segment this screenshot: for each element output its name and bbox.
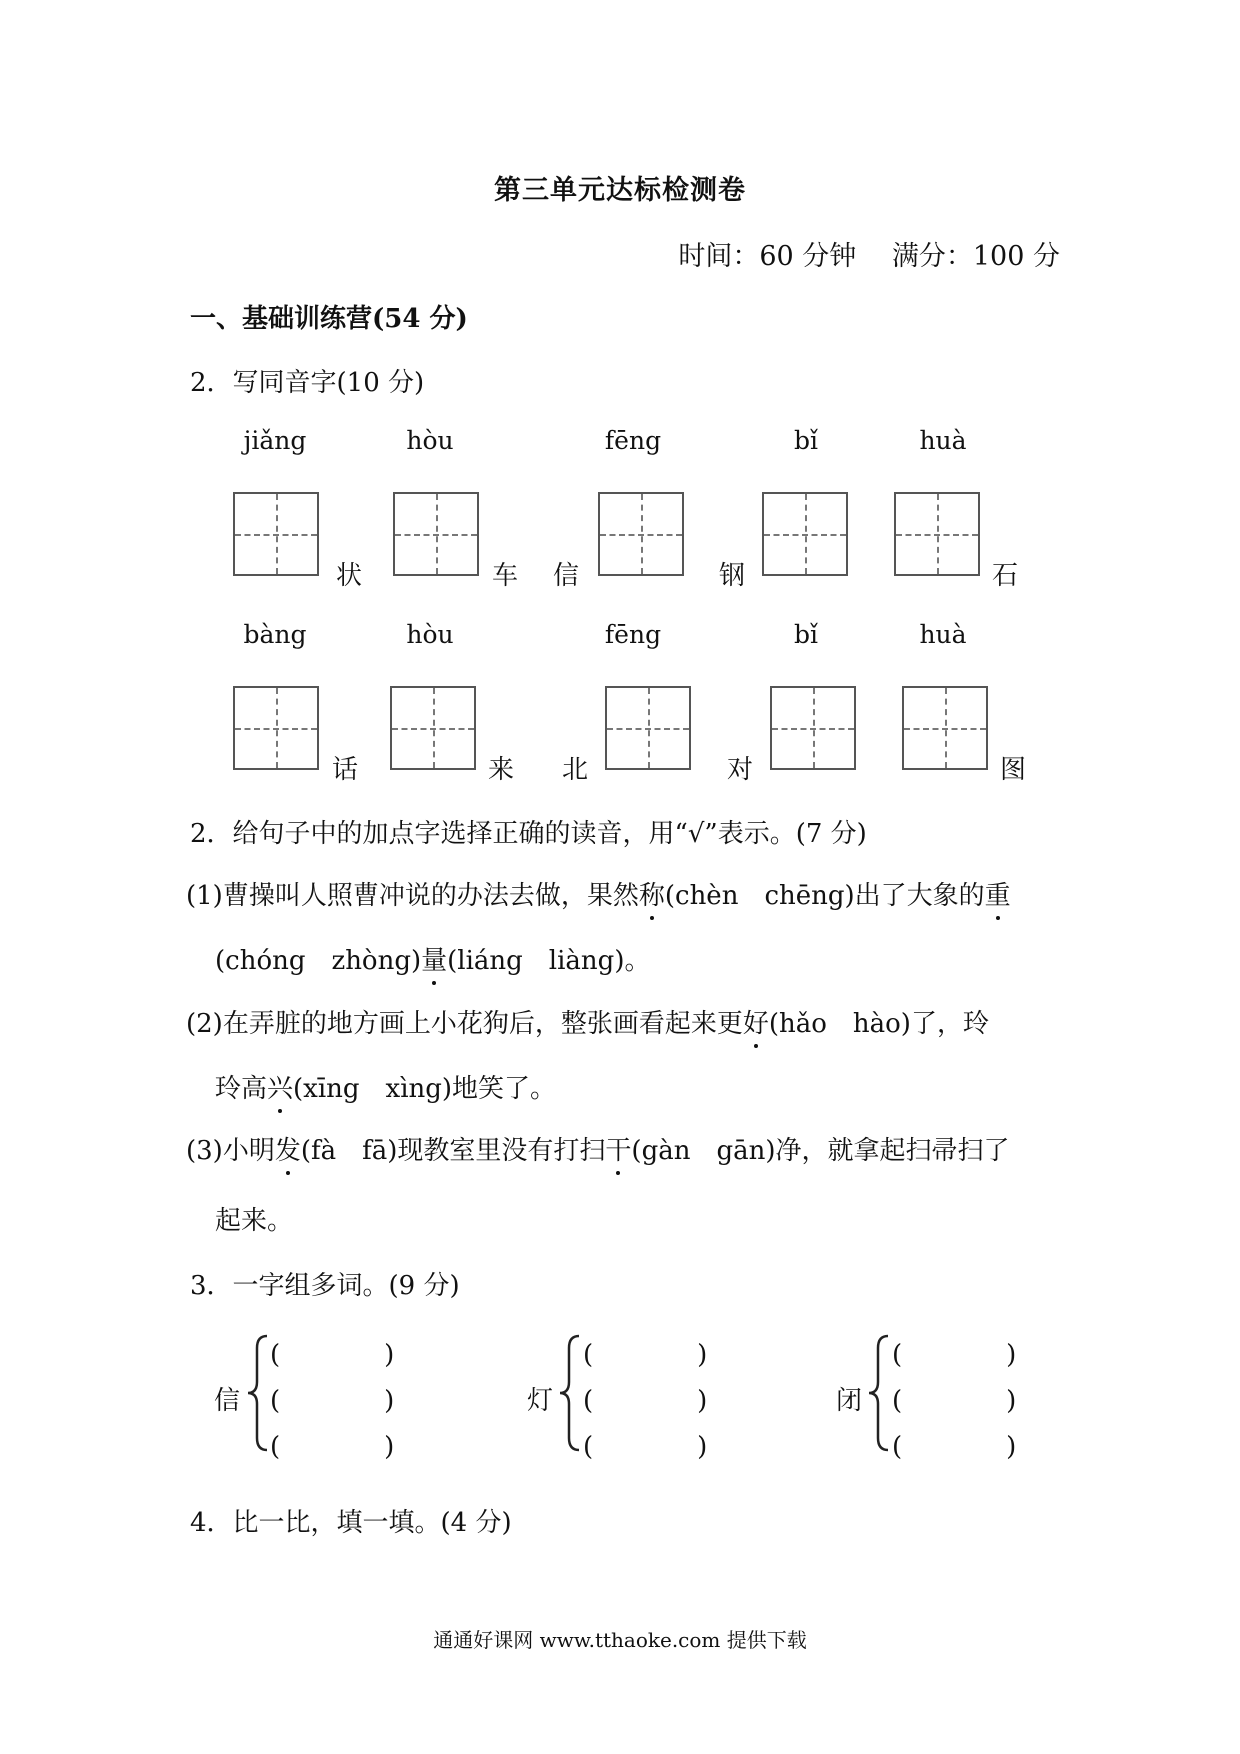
answer-blank[interactable]: ( ) [892,1340,1017,1370]
word-char: 北 [562,755,589,785]
dotted-char: 发 [275,1130,301,1167]
answer-blank[interactable]: ( ) [892,1432,1017,1462]
word-char: 状 [336,561,363,591]
pinyin: jiǎng [243,426,307,455]
left-brace-icon [866,1334,892,1452]
answer-blank[interactable]: ( ) [583,1340,708,1370]
word-char: 车 [492,561,519,591]
tianzige-box[interactable] [770,686,856,770]
dotted-char: 兴 [267,1068,293,1105]
tianzige-box[interactable] [233,492,319,576]
time-limit: 时间：60 分钟 [678,241,857,272]
word-char: 石 [992,561,1019,591]
sentence-2-line-1 [186,1003,989,1040]
group-char: 信 [214,1386,241,1416]
dotted-char: 重 [985,875,1011,912]
sentence-3-line-2: 起来。 [215,1206,294,1236]
page-title: 第三单元达标检测卷 [494,175,746,206]
pinyin: bǐ [794,620,818,649]
question-3-heading: 3．一字组多词。(9 分) [190,1271,460,1301]
pinyin: hòu [406,620,454,649]
tianzige-box[interactable] [598,492,684,576]
text: (gàn gān)净，就拿起扫帚扫了 [631,1136,1010,1166]
text: (xīng xìng)地笑了。 [293,1074,557,1104]
text: (liáng liàng)。 [447,946,651,976]
group-char: 灯 [527,1386,554,1416]
question-1-heading: 2．写同音字(10 分) [190,368,425,398]
text: (chèn chēng)出了大象的 [664,881,985,911]
pinyin: huà [919,426,967,455]
dotted-char: 称 [639,875,665,912]
word-char: 对 [727,755,754,785]
word-char: 图 [1000,755,1027,785]
tianzige-box[interactable] [605,686,691,770]
word-char: 来 [488,755,515,785]
text: (hǎo hào)了，玲 [768,1009,989,1039]
text: (2)在弄脏的地方画上小花狗后，整张画看起来更 [186,1009,743,1039]
dotted-char: 量 [421,940,447,977]
answer-blank[interactable]: ( ) [270,1340,395,1370]
full-score: 满分：100 分 [891,241,1060,272]
left-brace-icon [245,1334,271,1452]
tianzige-box[interactable] [894,492,980,576]
text: (chóng zhòng) [215,946,422,976]
tianzige-box[interactable] [762,492,848,576]
pinyin: hòu [406,426,454,455]
word-char: 话 [332,755,359,785]
text: (3)小明 [186,1136,275,1166]
text: (1)曹操叫人照曹冲说的办法去做，果然 [186,881,639,911]
pinyin: huà [919,620,967,649]
tianzige-box[interactable] [233,686,319,770]
answer-blank[interactable]: ( ) [270,1386,395,1416]
section-heading: 一、基础训练营(54 分) [190,304,468,334]
sentence-1-line-2 [215,940,650,977]
question-2-heading: 2．给句子中的加点字选择正确的读音，用“√”表示。(7 分) [190,819,867,849]
text: (fà fā)现教室里没有打扫 [300,1136,606,1166]
pinyin: bǐ [794,426,818,455]
text: 玲高 [215,1074,268,1104]
question-4-heading: 4．比一比，填一填。(4 分) [190,1508,512,1538]
word-char: 钢 [719,561,746,591]
sentence-2-line-2 [215,1068,556,1105]
answer-blank[interactable]: ( ) [583,1432,708,1462]
tianzige-box[interactable] [902,686,988,770]
answer-blank[interactable]: ( ) [583,1386,708,1416]
page-footer: 通通好课网 www.tthaoke.com 提供下载 [433,1628,807,1652]
left-brace-icon [557,1334,583,1452]
answer-blank[interactable]: ( ) [270,1432,395,1462]
group-char: 闭 [836,1386,863,1416]
sentence-1-line-1 [186,875,1011,912]
dotted-char: 干 [605,1130,631,1167]
pinyin: fēng [604,426,662,455]
pinyin: fēng [604,620,662,649]
exam-meta [678,234,1060,273]
word-char: 信 [553,561,580,591]
answer-blank[interactable]: ( ) [892,1386,1017,1416]
tianzige-box[interactable] [390,686,476,770]
dotted-char: 好 [743,1003,769,1040]
tianzige-box[interactable] [393,492,479,576]
pinyin: bàng [243,620,307,649]
sentence-3-line-1 [186,1130,1010,1167]
